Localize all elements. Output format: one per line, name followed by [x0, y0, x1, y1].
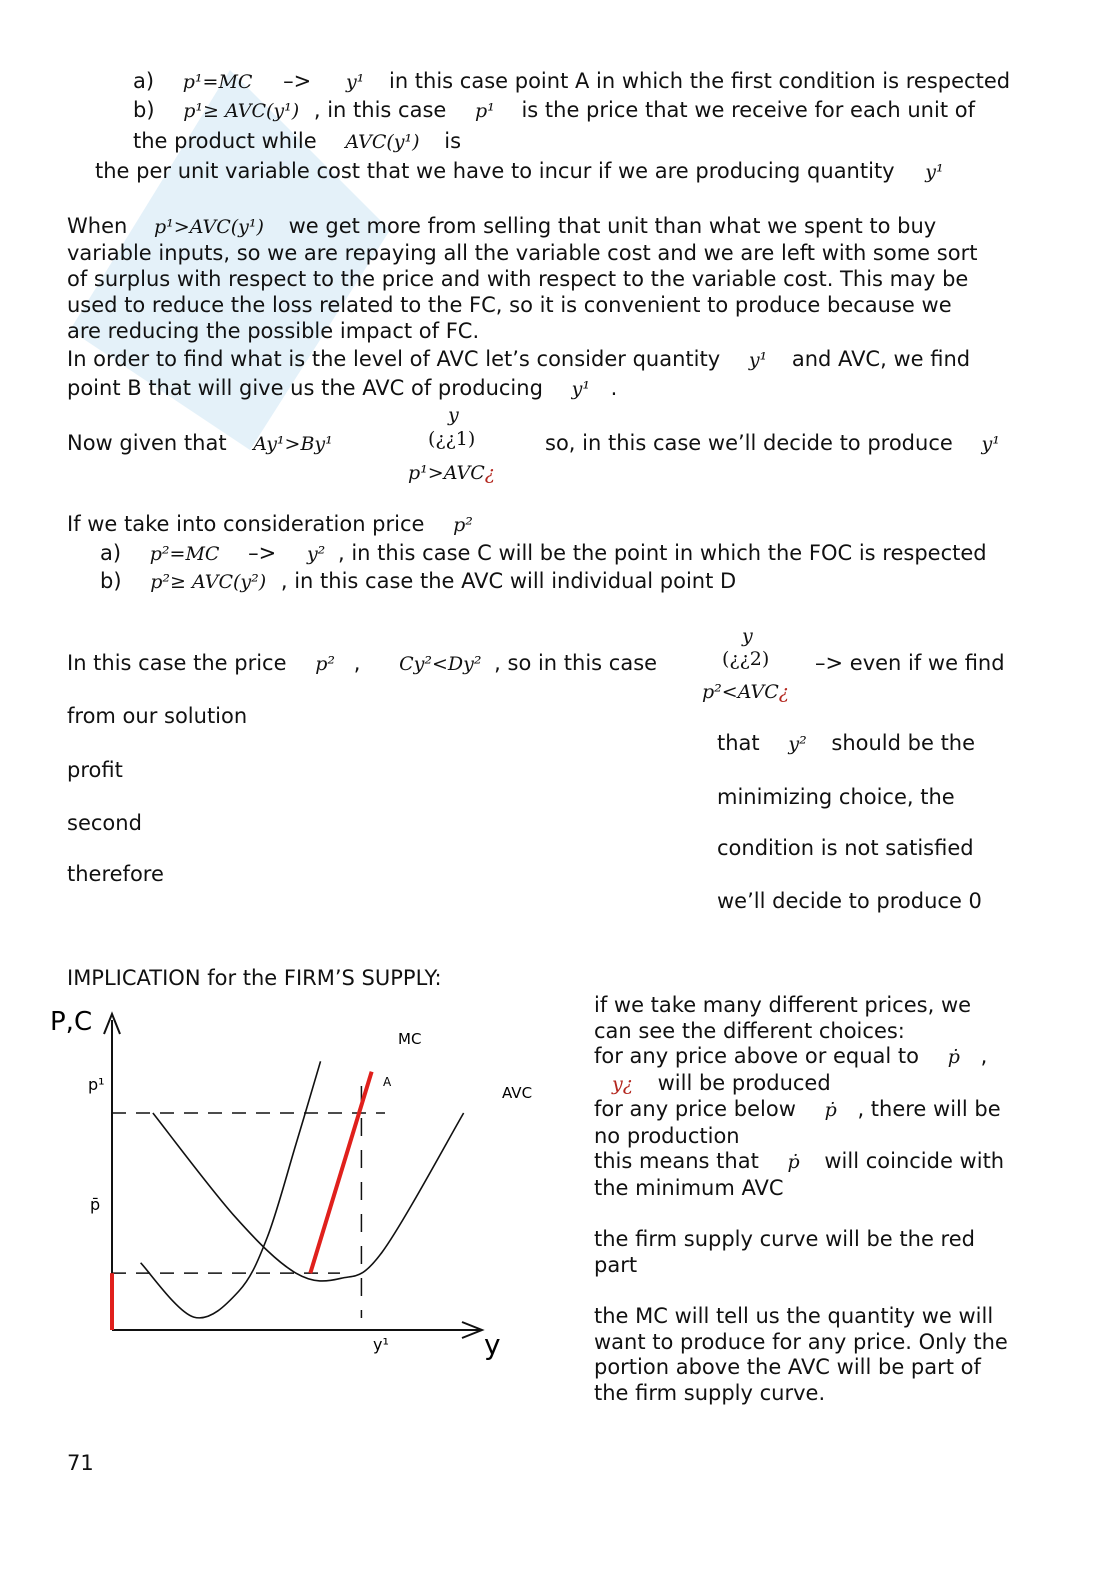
- implication-min-avc: the minimum AVC: [594, 1175, 784, 1200]
- now-text: Now given that: [67, 431, 227, 455]
- case2-inequality: Cy²<Dy²: [399, 653, 482, 675]
- implication-below-rest: , there will be: [857, 1097, 1001, 1121]
- when-line2: variable inputs, so we are repaying all the variable cost and we are left with some sort: [67, 241, 978, 265]
- cond1-a-text: in this case point A in which the first condition is respected: [388, 69, 1011, 93]
- implication-mc3: portion above the AVC will be part of: [594, 1355, 981, 1379]
- implication-supply2: part: [594, 1252, 638, 1277]
- cond1-b-is: is: [444, 129, 462, 153]
- implication-mc2: want to produce for any price. Only the: [594, 1329, 1008, 1354]
- case2-right-that: that: [717, 731, 760, 755]
- price2-b-text: , in this case the AVC will individual point D: [280, 569, 737, 593]
- case2-right-should: should be the: [831, 731, 976, 755]
- case2-left-4: therefore: [67, 862, 164, 886]
- mc-curve: [141, 1061, 321, 1318]
- implication-means-text: this means that: [594, 1149, 759, 1173]
- cond1-b-line: [133, 97, 975, 124]
- cond1-b-line3: [95, 158, 944, 185]
- case2-frac-bot-mark: ¿: [778, 681, 789, 703]
- cond1-a-arrow: –>: [283, 69, 312, 93]
- cond1-a-equation: p¹=MC: [182, 71, 253, 93]
- cond1-a-line: [133, 68, 1010, 95]
- now-frac-bot-mark: ¿: [484, 462, 495, 484]
- when-word: When: [67, 214, 128, 238]
- case2-p: p²: [315, 653, 335, 675]
- case2-comma: ,: [353, 651, 361, 675]
- when-line7-a: point B that will give us the AVC of producing: [67, 376, 543, 400]
- price2-intro-line: [67, 511, 473, 538]
- now-frac-top: y: [448, 404, 459, 426]
- avc-curve: [153, 1113, 464, 1281]
- when-line7-y: y¹: [571, 378, 590, 400]
- implication-below-p: ṗ: [824, 1099, 837, 1121]
- when-paragraph: [67, 213, 977, 402]
- implication-above-text: for any price above or equal to: [594, 1044, 920, 1068]
- price2-a-equation: p²=MC: [149, 543, 220, 565]
- implication-line2: can see the different choices:: [594, 1018, 905, 1043]
- when-line6-b: and AVC, we find: [791, 347, 971, 371]
- implication-mc1: the MC will tell us the quantity we will: [594, 1304, 994, 1328]
- case2-frac-bottom: [702, 679, 789, 703]
- cond1-b-label: b): [133, 98, 155, 122]
- case2-left-2: profit: [67, 758, 123, 782]
- cond1-b-text2: is the price that we receive for each unit of: [521, 98, 975, 122]
- price2-a-y: y²: [306, 543, 326, 565]
- price2-a-text: , in this case C will be the point in which the FOC is respected: [337, 541, 987, 565]
- page-number: 71: [67, 1451, 94, 1475]
- when-line1: we get more from selling that unit than what we spent to buy: [288, 214, 937, 238]
- case2-frac-mid: (¿¿2): [722, 648, 770, 670]
- case2-right-3: condition is not satisfied: [717, 836, 974, 860]
- implication-heading: IMPLICATION for the FIRM’S SUPPLY:: [67, 966, 442, 990]
- when-line5: are reducing the possible impact of FC.: [67, 319, 480, 343]
- price2-a-line: [100, 540, 987, 567]
- when-line7-b: .: [610, 376, 618, 400]
- price2-intro: If we take into consideration price: [67, 512, 425, 536]
- when-line6-a: In order to find what is the level of AVC let’s consider quantity: [67, 347, 721, 371]
- case2-right-4: we’ll decide to produce 0: [717, 889, 982, 913]
- case2-right-y: y²: [788, 733, 807, 755]
- cond1-b-equation: p¹≥ AVC(y¹): [183, 100, 300, 122]
- cond1-b-text1: , in this case: [313, 98, 447, 122]
- cond1-b-y: y¹: [925, 161, 944, 183]
- price2-b-label: b): [100, 569, 122, 593]
- price2-a-arrow: –>: [248, 541, 277, 565]
- now-line: [67, 430, 333, 457]
- case2-text-c: –> even if we find: [815, 651, 1005, 675]
- cond1-b-line2-text: the product while: [133, 129, 317, 153]
- case2-left-3: second: [67, 811, 142, 835]
- price2-a-label: a): [100, 541, 122, 565]
- mc-label: MC: [398, 1030, 422, 1048]
- case2-text-b: , so in this case: [494, 651, 658, 675]
- x-axis-label: y: [484, 1328, 501, 1361]
- case2-text-a: In this case the price: [67, 651, 287, 675]
- now-rest-line: [545, 430, 1000, 457]
- case2-frac-bot-text: p²<AVC: [702, 681, 779, 703]
- supply-chart: [40, 1000, 560, 1380]
- price2-p: p²: [453, 514, 473, 536]
- cond1-a-y: y¹: [345, 71, 365, 93]
- case2-frac-top: y: [742, 625, 753, 647]
- now-frac-bot-text: p¹>AVC: [408, 462, 485, 484]
- implication-no-production: no production: [594, 1123, 740, 1148]
- implication-means-rest: will coincide with: [824, 1149, 1005, 1173]
- tick-label-y1: y¹: [373, 1335, 389, 1354]
- price2-b-line: [100, 568, 736, 595]
- now-frac-mid: (¿¿1): [428, 428, 476, 450]
- now-rest: so, in this case we’ll decide to produce: [545, 431, 953, 455]
- cond1-b-avc: AVC(y¹): [345, 131, 420, 153]
- when-line3: of surplus with respect to the price and with respect to the variable cost. This may be: [67, 267, 969, 291]
- supply-curve-mc: [310, 1072, 371, 1274]
- avc-label: AVC: [502, 1084, 533, 1102]
- cond1-b-p: p¹: [475, 100, 495, 122]
- cond1-a-label: a): [133, 69, 155, 93]
- cond1-b-line3-text: the per unit variable cost that we have to incur if we are producing quantity: [95, 159, 895, 183]
- tick-label-p1: p¹: [88, 1075, 105, 1094]
- implication-above-comma: ,: [980, 1044, 988, 1068]
- price2-b-equation: p²≥ AVC(y²): [150, 571, 267, 593]
- now-frac-bottom: [408, 460, 495, 484]
- point-a-label: A: [383, 1075, 392, 1089]
- when-line4: used to reduce the loss related to the FC, so it is convenient to produce because we: [67, 293, 952, 317]
- when-line6-y: y¹: [748, 349, 768, 371]
- tick-label-pbar: p̄: [90, 1195, 101, 1214]
- case2-line1: [67, 650, 657, 677]
- implication-mc4: the firm supply curve.: [594, 1380, 826, 1405]
- implication-line1: if we take many different prices, we: [594, 993, 972, 1017]
- implication-supply1: the firm supply curve will be the red: [594, 1227, 975, 1251]
- cond1-b-line2: [133, 128, 461, 155]
- y-axis-label: P,C: [50, 1007, 93, 1037]
- implication-text: [594, 993, 1008, 1406]
- implication-produced: will be produced: [657, 1070, 831, 1095]
- now-y: y¹: [981, 433, 1000, 455]
- implication-above-p: ṗ: [947, 1046, 960, 1068]
- now-inequality: Ay¹>By¹: [253, 433, 333, 455]
- case2-left-1: from our solution: [67, 704, 248, 728]
- implication-means-p: ṗ: [787, 1151, 800, 1173]
- case2-right-2: minimizing choice, the: [717, 785, 955, 809]
- implication-below-text: for any price below: [594, 1097, 796, 1121]
- case2-right-1: [717, 730, 975, 757]
- implication-produced-y: y¿: [612, 1072, 633, 1095]
- when-inequality: p¹>AVC(y¹): [154, 216, 264, 238]
